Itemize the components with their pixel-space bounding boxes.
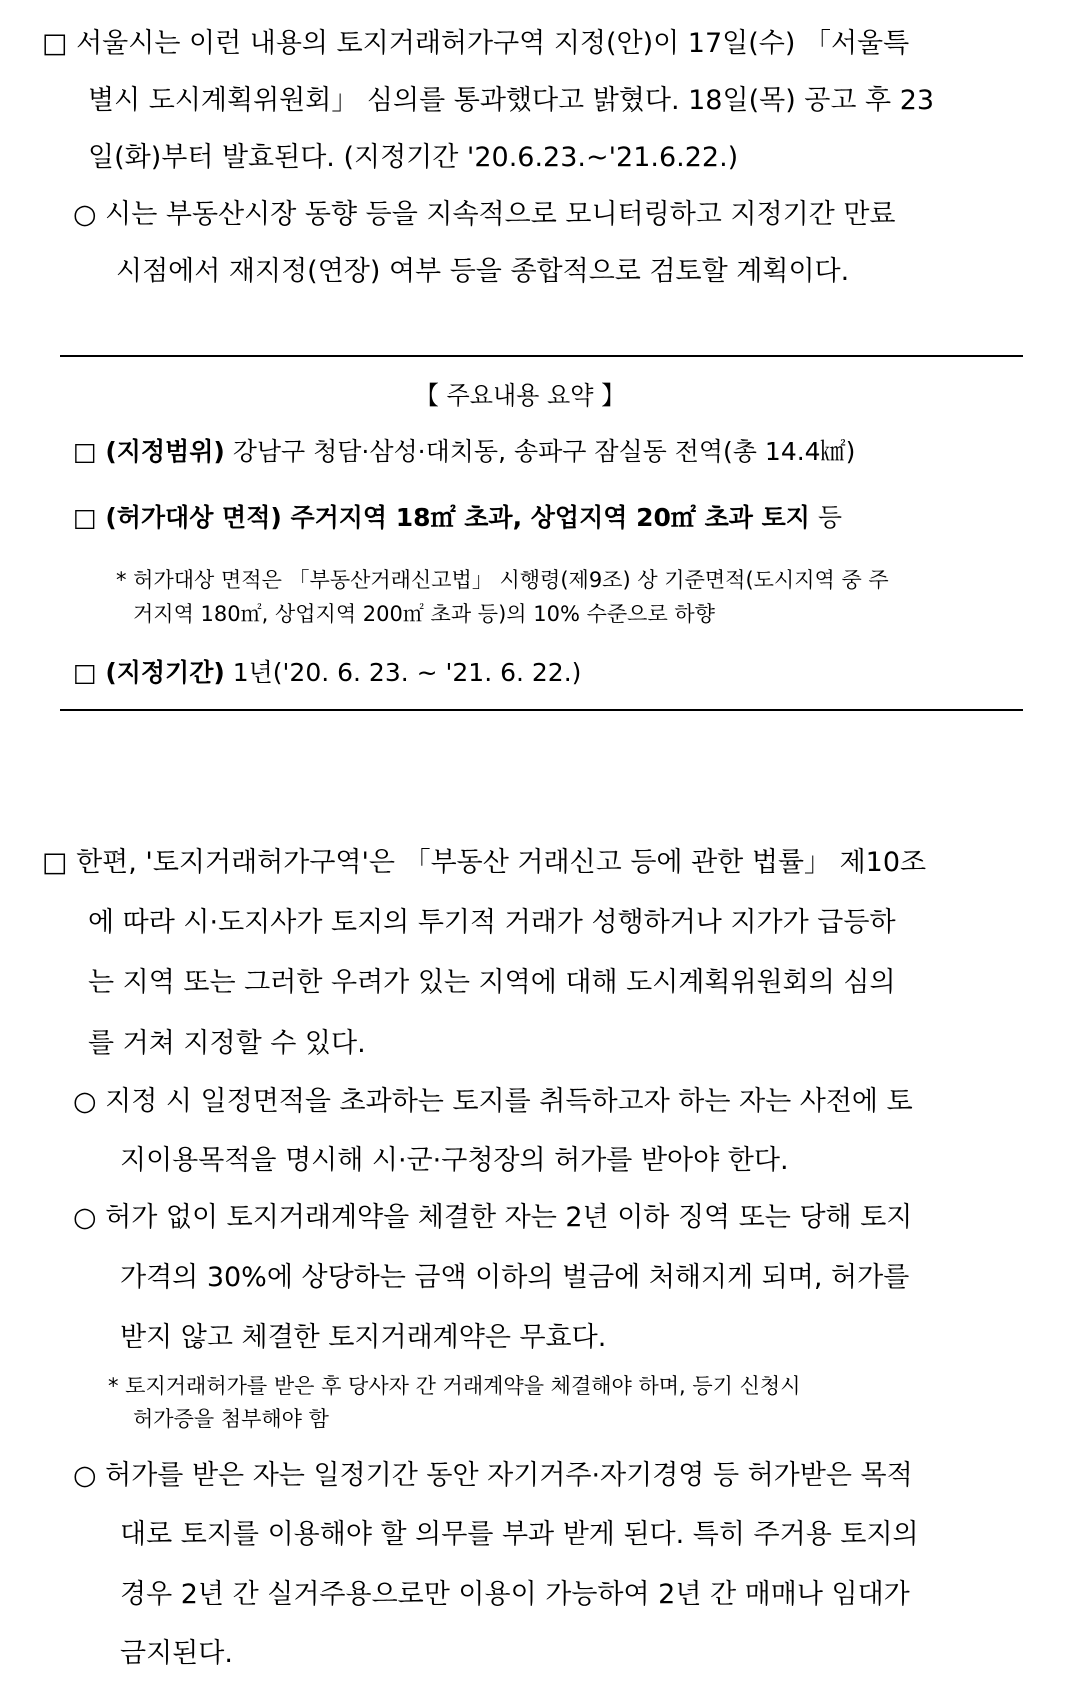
summary-item-scope (73, 436, 855, 468)
paragraph-line: 는 지역 또는 그러한 우려가 있는 지역에 대해 도시계획위원회의 심의 (88, 967, 896, 998)
summary-item-period (73, 657, 581, 689)
paragraph-line: 에 따라 시·도지사가 토지의 투기적 거래가 성행하거나 지가가 급등하 (88, 907, 896, 938)
sub-paragraph-line: 경우 2년 간 실거주용으로만 이용이 가능하여 2년 간 매매나 임대가 (120, 1579, 910, 1610)
paragraph-line: 를 거쳐 지정할 수 있다. (88, 1028, 366, 1059)
paragraph-line: 별시 도시계획위원회」 심의를 통과했다고 밝혔다. 18일(목) 공고 후 23 (88, 85, 935, 116)
sub-paragraph-line: ○ 시는 부동산시장 동향 등을 지속적으로 모니터링하고 지정기간 만료 (73, 199, 896, 230)
summary-item-label: □ (지정기간) (73, 658, 225, 687)
summary-top-rule (60, 355, 1023, 357)
summary-item-text: 등 (809, 503, 842, 532)
line-text: □ 서울시는 이런 내용의 토지거래허가구역 지정(안)이 17일(수) 「서울특 (42, 28, 910, 59)
paragraph-line (42, 27, 1035, 61)
sub-paragraph-line: 금지된다. (120, 1638, 233, 1669)
note-line: * 토지거래허가를 받은 후 당사자 간 거래계약을 체결해야 하며, 등기 신청시 (108, 1374, 801, 1398)
sub-paragraph-line: 지이용목적을 명시해 시·군·구청장의 허가를 받아야 한다. (120, 1145, 789, 1176)
summary-note-line: * 허가대상 면적은 「부동산거래신고법」 시행령(제9조) 상 기준면적(도시지역 중 주 (116, 568, 889, 592)
summary-item-label: □ (허가대상 면적) 주거지역 18㎡ 초과, 상업지역 20㎡ 초과 토지 (73, 503, 810, 532)
sub-paragraph-line: ○ 허가를 받은 자는 일정기간 동안 자기거주·자기경영 등 허가받은 목적 (73, 1460, 913, 1491)
sub-paragraph-line: 대로 토지를 이용해야 할 의무를 부과 받게 된다. 특히 주거용 토지의 (120, 1519, 919, 1550)
summary-item-area (73, 502, 842, 534)
sub-paragraph-line: ○ 허가 없이 토지거래계약을 체결한 자는 2년 이하 징역 또는 당해 토지 (73, 1202, 913, 1233)
sub-paragraph-line: 시점에서 재지정(연장) 여부 등을 종합적으로 검토할 계획이다. (116, 256, 850, 287)
paragraph-line: □ 한편, '토지거래허가구역'은 「부동산 거래신고 등에 관한 법률」 제10조 (42, 847, 927, 878)
summary-note-line: 거지역 180㎡, 상업지역 200㎡ 초과 등)의 10% 수준으로 하향 (133, 602, 715, 626)
summary-item-text: 강남구 청담·삼성·대치동, 송파구 잠실동 전역(총 14.4㎢) (224, 437, 856, 466)
summary-title: 【 주요내용 요약 】 (414, 381, 626, 410)
sub-paragraph-line: 받지 않고 체결한 토지거래계약은 무효다. (120, 1322, 607, 1353)
summary-item-label: □ (지정범위) (73, 437, 225, 466)
note-line: 허가증을 첨부해야 함 (133, 1407, 329, 1431)
paragraph-line: 일(화)부터 발효된다. (지정기간 '20.6.23.~'21.6.22.) (88, 142, 739, 173)
summary-bottom-rule (60, 709, 1023, 711)
sub-paragraph-line: ○ 지정 시 일정면적을 초과하는 토지를 취득하고자 하는 자는 사전에 토 (73, 1086, 913, 1117)
summary-item-text: 1년('20. 6. 23. ~ '21. 6. 22.) (224, 658, 582, 687)
sub-paragraph-line: 가격의 30%에 상당하는 금액 이하의 벌금에 처해지게 되며, 허가를 (120, 1262, 910, 1293)
